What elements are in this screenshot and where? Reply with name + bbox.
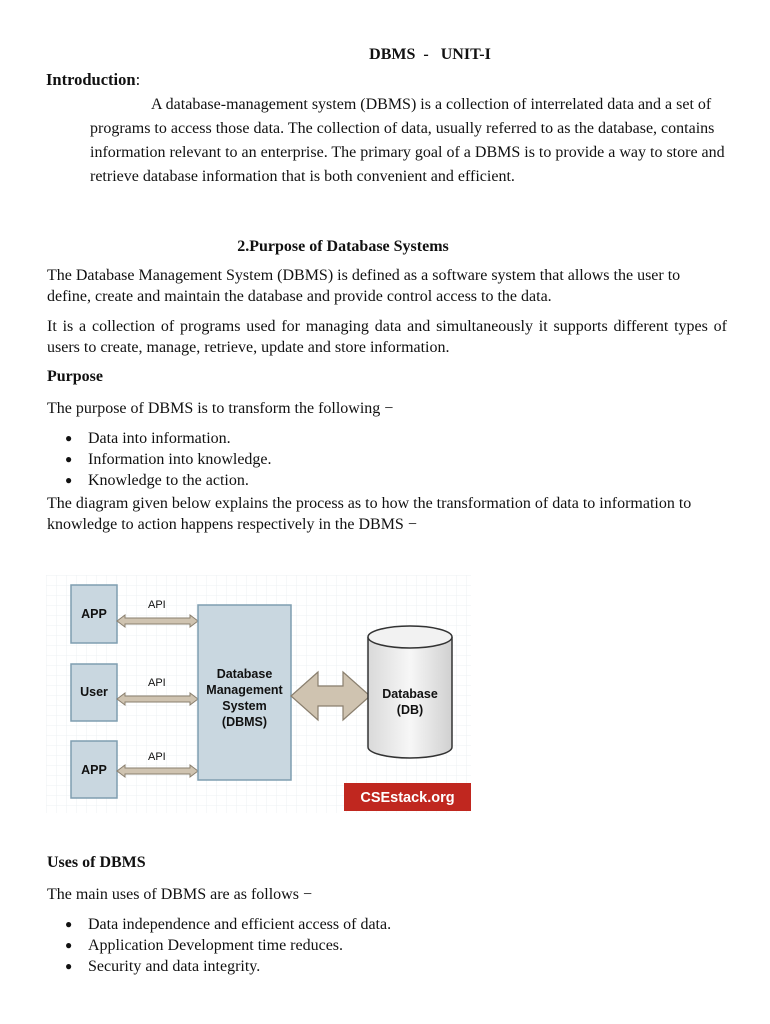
list-item	[47, 449, 272, 470]
list-item	[47, 956, 391, 977]
app-box-top-label: APP	[81, 607, 107, 621]
bullet-icon: ●	[65, 917, 73, 931]
api-label-middle: API	[148, 677, 166, 689]
page-title: DBMS - UNIT-I	[369, 46, 491, 63]
list-item	[47, 914, 391, 935]
database-cylinder-top	[368, 626, 452, 648]
list-item-text: Application Development time reduces.	[88, 937, 344, 954]
api-label-bottom: API	[148, 751, 166, 763]
dbms-collection-paragraph: It is a collection of programs used for managing data and simultaneously it supports different types of users to create, manage, retrieve, update and store information.	[47, 318, 727, 356]
watermark-text: CSEstack.org	[360, 790, 455, 806]
bullet-icon: ●	[65, 431, 73, 445]
bullet-icon: ●	[65, 959, 73, 973]
uses-list	[47, 914, 391, 977]
uses-intro: The main uses of DBMS are as follows −	[47, 886, 312, 903]
list-item	[47, 935, 391, 956]
introduction-paragraph: A database-management system (DBMS) is a collection of interrelated data and a set of programs to access those data. The collection of data, usually referred to as the database, contains information relevant to an enterprise. The primary goal of a DBMS is to provide a way to store and retrieve database information that is both convenient and efficient.	[90, 96, 725, 185]
diagram-intro: The diagram given below explains the process as to how the transformation of data to information to knowledge to action happens respectively in the DBMS −	[47, 495, 692, 533]
app-box-bottom-label: APP	[81, 763, 107, 777]
introduction-heading	[46, 70, 140, 90]
purpose-heading: Purpose	[47, 368, 103, 385]
introduction-colon: :	[135, 70, 141, 89]
bullet-icon: ●	[65, 452, 73, 466]
uses-heading: Uses of DBMS	[47, 854, 146, 871]
list-item	[47, 428, 272, 449]
section-purpose-heading: 2.Purpose of Database Systems	[237, 238, 449, 255]
dbms-label-line-1: Database	[216, 667, 273, 681]
purpose-intro: The purpose of DBMS is to transform the following −	[47, 400, 394, 417]
list-item-text: Data into information.	[88, 430, 231, 447]
purpose-list	[47, 428, 272, 491]
database-label-line-2: (DB)	[396, 703, 424, 717]
dbms-label-line-2: Management	[206, 683, 283, 697]
dbms-diagram	[46, 575, 471, 813]
dbms-definition-paragraph: The Database Management System (DBMS) is defined as a software system that allows the user to define, create and maintain the database and provide control access to the data.	[47, 267, 681, 305]
user-box-label: User	[80, 685, 108, 699]
list-item-text: Data independence and efficient access of data.	[88, 916, 392, 933]
dbms-label-line-4: (DBMS)	[221, 715, 268, 729]
dbms-label-line-3: System	[222, 699, 267, 713]
bullet-icon: ●	[65, 473, 73, 487]
list-item	[47, 470, 272, 491]
list-item-text: Security and data integrity.	[88, 958, 261, 975]
list-item-text: Knowledge to the action.	[88, 472, 249, 489]
bullet-icon: ●	[65, 938, 73, 952]
database-label-line-1: Database	[382, 687, 438, 701]
list-item-text: Information into knowledge.	[88, 451, 272, 468]
api-label-top: API	[148, 599, 166, 611]
introduction-heading-text: Introduction	[46, 70, 136, 89]
